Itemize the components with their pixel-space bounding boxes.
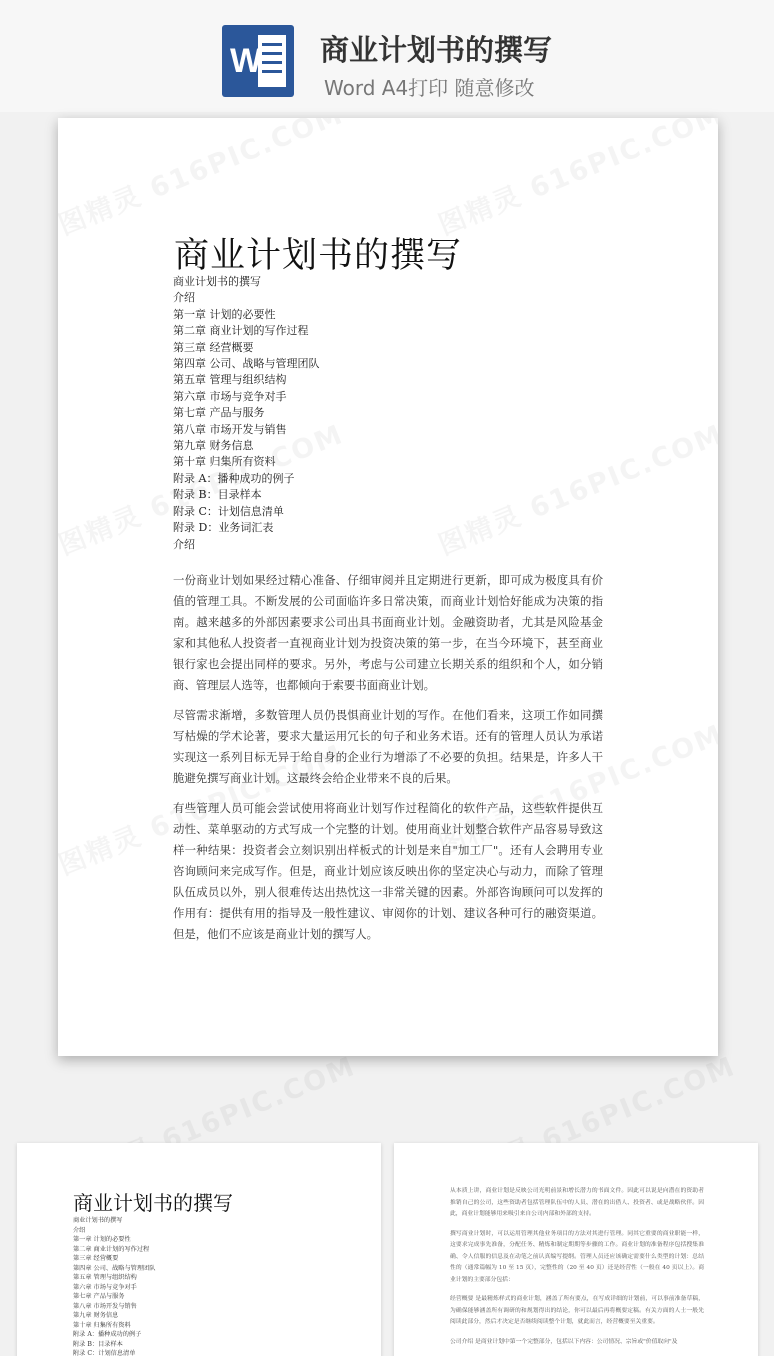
toc-line: 第三章 经营概要 (73, 1255, 119, 1262)
toc-line: 第九章 财务信息 (73, 1312, 119, 1319)
body-paragraph: 有些管理人员可能会尝试使用将商业计划写作过程简化的软件产品，这些软件提供互动性、菜单驱动的方式写成一个完整的计划。使用商业计划整合软件产品容易导致这样一种结果：投资者会立刻识别出样板式的计划是来自"加工厂"。还有人会聘用专业咨询顾问来完成写作。但是，商业计划应该反映出你的坚定决心与动力，而除了管理队伍成员以外，别人很难传达出热忱这一非常关键的因素。外部咨询顾问可以发挥的作用有：提供有用的指导及一般性建议、审阅你的计划、建议各种可行的融资渠道。但是，他们不应该是商业计划的撰写人。 (173, 801, 603, 941)
toc-line: 第一章 计划的必要性 (73, 1236, 131, 1243)
toc-line: 商业计划书的撰写 (73, 1217, 123, 1224)
toc-line: 商业计划书的撰写 (173, 275, 261, 288)
toc-line: 第十章 归集所有资料 (73, 1321, 131, 1329)
toc-line: 介绍 (73, 1226, 86, 1234)
toc-line: 附录 A：播种成功的例子 (73, 1331, 142, 1338)
toc-line: 第三章 经营概要 (173, 340, 254, 354)
toc-line: 第九章 财务信息 (173, 439, 254, 453)
document-page (58, 118, 718, 1056)
document-body (173, 570, 603, 954)
thumbnail-page-1[interactable] (17, 1143, 381, 1356)
toc-line: 第六章 市场与竞争对手 (73, 1283, 137, 1291)
thumbnail-paragraph: 公司介绍 是商业计划中第一个完整部分，包括以下内容：公司情况、宗旨或"价值取向"及 (450, 1338, 678, 1345)
thumbnail-page-2[interactable] (394, 1143, 758, 1356)
toc-line: 第八章 市场开发与销售 (73, 1302, 137, 1310)
toc-line: 附录 D：业务词汇表 (173, 521, 274, 535)
watermark (432, 118, 718, 243)
toc-line: 第十章 归集所有资料 (173, 455, 276, 469)
toc-line: 第二章 商业计划的写作过程 (173, 324, 309, 338)
toc-line: 介绍 (173, 291, 195, 305)
thumbnail-paragraph: 经营概要 是最精炼样式的商业计划，涵盖了所有要点，在写成详细的计划前，可以事前准备草稿，为确保能够涵盖所有调研的和规划得出的结论，你可以最后再将概要定稿。有关方面的人士一般先阅读此部分，然后才决定是否继续阅读整个计划，就此而言，经营概要至关重要。 (450, 1296, 704, 1325)
toc-line: 附录 A：播种成功的例子 (173, 471, 295, 485)
document-title: 商业计划书的撰写 (174, 236, 463, 276)
toc-line: 第五章 管理与组织结构 (173, 373, 287, 387)
toc-line: 第五章 管理与组织结构 (73, 1274, 137, 1281)
header-title: 商业计划书的撰写 (320, 33, 553, 67)
thumbnail-toc (73, 1216, 155, 1356)
toc-line: 第七章 产品与服务 (73, 1293, 125, 1300)
toc-line: 第一章 计划的必要性 (173, 307, 276, 321)
toc-line: 附录 C：计划信息清单 (73, 1350, 136, 1356)
toc-line: 第六章 市场与竞争对手 (173, 389, 287, 403)
toc-line: 介绍 (173, 537, 195, 551)
thumbnail-body (450, 1186, 704, 1356)
header-banner (0, 0, 774, 112)
word-icon-letter: W (230, 42, 263, 80)
word-icon (222, 25, 294, 97)
watermark (432, 412, 718, 562)
toc-line: 第七章 产品与服务 (173, 406, 265, 420)
toc-line: 附录 B：目录样本 (173, 488, 262, 502)
body-paragraph: 一份商业计划如果经过精心准备、仔细审阅并且定期进行更新，即可成为极度具有价值的管理工具。不断发展的公司面临许多日常决策，而商业计划恰好能成为决策的指南。越来越多的外部因素要求公司出具书面商业计划。金融资助者，尤其是风险基金家和其他私人投资者一直视商业计划为投资决策的第一步，在当今环境下，甚至商业银行家也会提出同样的要求。另外，考虑与公司建立长期关系的组织和个人，如分销商、管理层人选等，也都倾向于索要书面商业计划。 (173, 573, 603, 692)
toc-line: 第八章 市场开发与销售 (173, 422, 287, 436)
toc-line: 第二章 商业计划的写作过程 (73, 1245, 150, 1253)
toc-line: 第四章 公司、战略与管理团队 (173, 357, 320, 371)
watermark (58, 118, 349, 243)
table-of-contents (173, 274, 320, 553)
toc-line: 第四章 公司、战略与管理团队 (73, 1264, 156, 1272)
thumbnail-paragraph: 撰写商业计划时，可以运用管理其他业务项目的方法对其进行管理。同其它重要的商业职能一样，这要求完成事先准备，分配任务、精炼和制定期期等步骤的工作。商业计划的准备程序包括搜集准确、令人信服的信息及在动笔之前认真编写提纲。管理人员还应该确定需要什么类型的计划：总结性的（通常篇幅为 10 至 15 页），完整性的（20 至 40 页）还是经营性（一般在 40 页以上）。商业计划的主要部分包括： (450, 1230, 704, 1283)
toc-line: 附录 C：计划信息清单 (173, 504, 284, 518)
header-subtitle: Word A4打印 随意修改 (324, 76, 535, 100)
thumbnail-title: 商业计划书的撰写 (73, 1191, 233, 1215)
body-paragraph: 尽管需求渐增，多数管理人员仍畏惧商业计划的写作。在他们看来，这项工作如同撰写枯燥的学术论著，要求大量运用冗长的句子和业务术语。还有的管理人员认为承诺实现这一系列目标无异于给自身的企业行为增添了不必要的负担。结果是，许多人干脆避免撰写商业计划。这最终会给企业带来不良的后果。 (173, 708, 603, 785)
thumbnail-paragraph: 从本质上讲，商业计划是反映公司光明前景和增长潜力的书面文件。因此可以说是向潜在的资助者推销自己的公司，这些资助者包括管理队伍中的人员、潜在的出借人、投资者、或是战略伙伴。因此，商业计划能够用来吸引来自公司内部和外部的支持。 (450, 1188, 704, 1217)
toc-line: 附录 B：目录样本 (73, 1340, 123, 1348)
